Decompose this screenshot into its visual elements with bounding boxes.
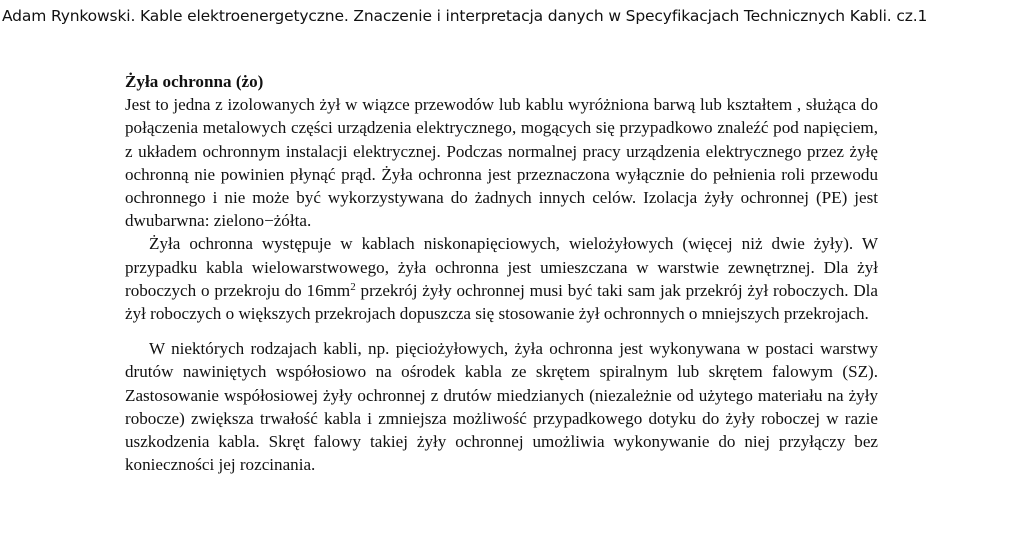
superscript-squared: 2 [350,280,356,293]
paragraph-occurrence-text-1: Żyła ochronna występuje w kablach niskonapięciowych, wielożyłowych (więcej niż dwie żyły). W przypadku kabla wielowarstwowego, żyła ochronna jest umieszczana w warstwie zewnętrznej. Dla żył roboczych o przekroju do 16mm [125,234,878,300]
paragraph-definition: Jest to jedna z izolowanych żył w wiązce przewodów lub kablu wyróżniona barwą lub kształtem , służąca do połączenia metalowych części urządzenia elektrycznego, mogących się przypadkowo znaleźć pod napięciem, z układem ochronnym instalacji elektrycznej. Podczas normalnej pracy urządzenia elektrycznego przez żyłę ochronną nie powinien płynąć prąd. Żyła ochronna jest przeznaczona wyłącznie do pełnienia roli przewodu ochronnego i nie może być wykorzystywana do żadnych innych celów. Izolacja żyły ochronnej (PE) jest dwubarwna: zielono−żółta. [125,95,878,231]
paragraph-coaxial: W niektórych rodzajach kabli, np. pięciożyłowych, żyła ochronna jest wykonywana w postaci warstwy drutów nawiniętych współosiowo na ośrodek kabla ze skrętem spiralnym lub skrętem falowym (SZ). Zastosowanie współosiowej żyły ochronnej z drutów miedzianych (niezależnie od użytego materiału na żyły robocze) zwiększa trwałość kabla i zmniejsza możliwość przypadkowego dotyku do żyły roboczej w razie uszkodzenia kabla. Skręt falowy takiej żyły ochronnej umożliwia wykonywanie do niej przyłączy bez konieczności jej rozcinania. [125,339,878,475]
document-header: Adam Rynkowski. Kable elektroenergetyczne. Znaczenie i interpretacja danych w Specyfikacjach Technicznych Kabli. cz.1 [2,7,928,25]
paragraph-occurrence-text-2: przekrój żyły ochronnej musi być taki sam jak przekrój żył roboczych. Dla żył roboczych o większych przekrojach dopuszcza się stosowanie żył ochronnych o mniejszych przekrojach. [125,280,878,324]
document-body [125,70,878,476]
section-heading: Żyła ochronna (żo) [125,72,264,91]
paragraph-occurrence [125,232,878,325]
